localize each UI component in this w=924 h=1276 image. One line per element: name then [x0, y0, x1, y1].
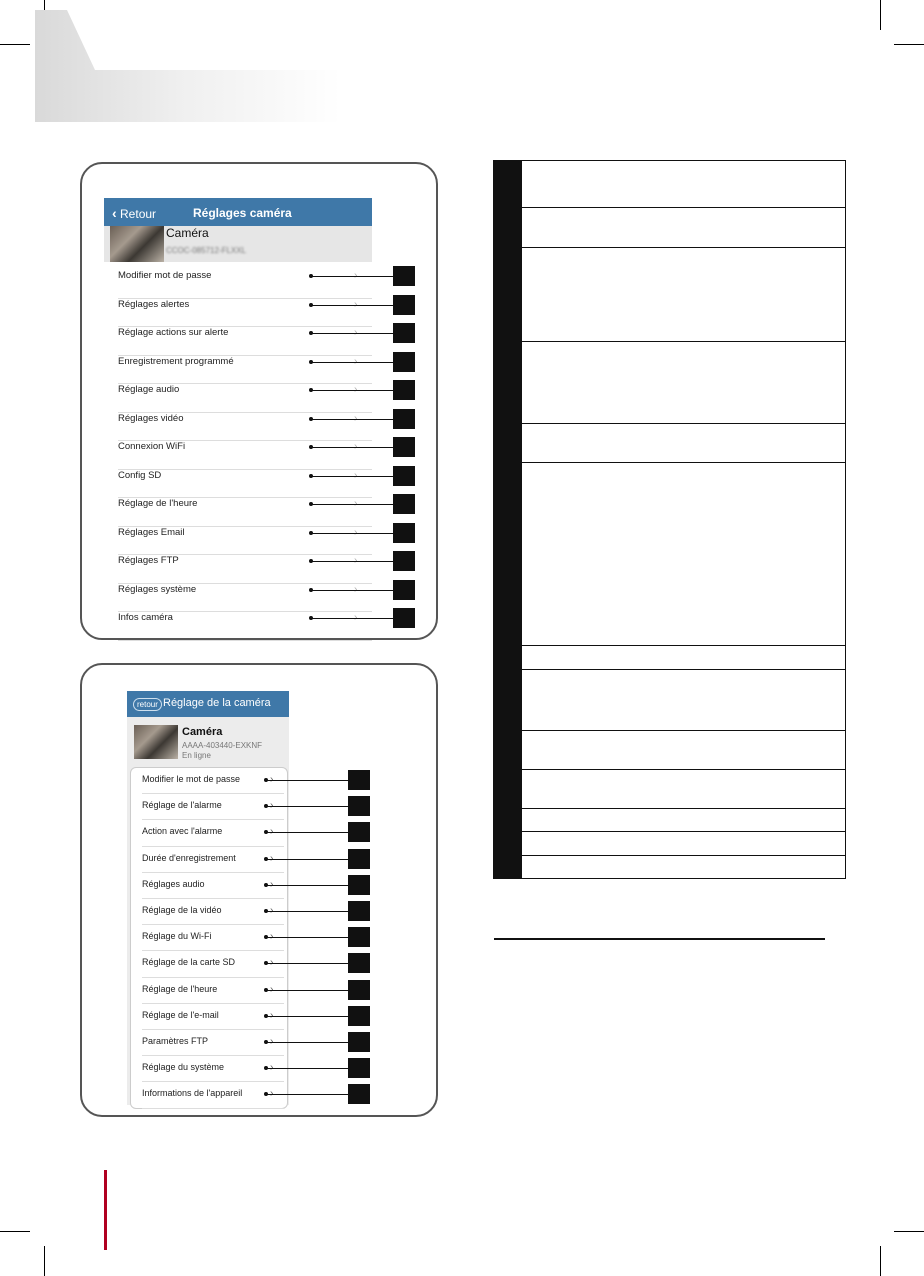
- callout-leader: [266, 1042, 348, 1043]
- table-row-divider: [522, 645, 845, 646]
- settings-row-label: Action avec l'alarme: [142, 826, 223, 837]
- settings-row-label: Réglage de l'heure: [142, 983, 218, 994]
- callout-marker: [348, 796, 370, 816]
- settings-row[interactable]: [118, 413, 372, 442]
- settings-row-label: Informations de l'appareil: [142, 1088, 243, 1099]
- reference-table: [493, 160, 846, 879]
- callout-marker: [348, 849, 370, 869]
- horizontal-rule: [494, 938, 825, 940]
- settings-row-label: Durée d'enregistrement: [142, 852, 236, 863]
- accent-bar: [104, 1170, 107, 1250]
- callout-marker: [348, 1084, 370, 1104]
- callout-marker: [393, 437, 415, 457]
- settings-row-label: Réglage de l'e-mail: [142, 1009, 219, 1020]
- callout-dot: [309, 502, 313, 506]
- crop-mark: [894, 44, 924, 45]
- app-header: [127, 691, 289, 717]
- callout-leader: [311, 533, 393, 534]
- camera-name: Caméra: [182, 726, 223, 738]
- callout-dot: [309, 616, 313, 620]
- crop-mark: [880, 1246, 881, 1276]
- callout-leader: [311, 618, 393, 619]
- callout-marker: [348, 770, 370, 790]
- chevron-left-icon: ‹: [112, 205, 117, 221]
- callout-marker: [348, 1058, 370, 1078]
- callout-marker: [393, 580, 415, 600]
- callout-dot: [309, 360, 313, 364]
- settings-row-label: Paramètres FTP: [142, 1036, 209, 1046]
- settings-row[interactable]: [118, 612, 372, 641]
- callout-dot: [309, 531, 313, 535]
- table-row-divider: [522, 207, 845, 208]
- settings-row[interactable]: [118, 327, 372, 356]
- callout-marker: [393, 608, 415, 628]
- crop-mark: [894, 1231, 924, 1232]
- callout-leader: [266, 937, 348, 938]
- settings-row[interactable]: [118, 384, 372, 413]
- settings-row-label: Réglage de l'heure: [118, 498, 198, 509]
- callout-marker: [393, 466, 415, 486]
- callout-marker: [393, 494, 415, 514]
- callout-leader: [266, 780, 348, 781]
- callout-marker: [393, 266, 415, 286]
- settings-row[interactable]: [142, 1004, 284, 1030]
- screenshot-panel-2: [80, 663, 438, 1117]
- callout-dot: [309, 331, 313, 335]
- settings-row-label: Config SD: [118, 469, 162, 481]
- callout-leader: [266, 832, 348, 833]
- table-row-divider: [522, 808, 845, 809]
- settings-row[interactable]: [142, 1056, 284, 1082]
- back-button[interactable]: ‹ Retour: [112, 205, 157, 221]
- callout-leader: [311, 504, 393, 505]
- callout-marker: [348, 980, 370, 1000]
- settings-row-label: Réglages Email: [118, 526, 185, 538]
- callout-dot: [309, 559, 313, 563]
- page-corner-decoration: [35, 10, 395, 122]
- table-number-column: [494, 161, 522, 878]
- table-row-divider: [522, 769, 845, 770]
- table-row-divider: [522, 462, 845, 463]
- callout-leader: [266, 859, 348, 860]
- settings-row-label: Réglages alertes: [118, 298, 190, 310]
- callout-leader: [266, 806, 348, 807]
- table-row-divider: [522, 855, 845, 856]
- callout-marker: [393, 295, 415, 315]
- settings-row[interactable]: [118, 441, 372, 470]
- camera-id: CCOC-085712-FLXXL: [166, 246, 247, 255]
- callout-dot: [309, 303, 313, 307]
- callout-leader: [311, 561, 393, 562]
- table-row-divider: [522, 831, 845, 832]
- settings-row[interactable]: [142, 847, 284, 873]
- callout-dot: [264, 909, 268, 913]
- table-row-divider: [522, 247, 845, 248]
- callout-marker: [348, 875, 370, 895]
- callout-dot: [309, 417, 313, 421]
- app-header: [104, 198, 372, 226]
- callout-dot: [309, 445, 313, 449]
- screenshot-panel-1: [80, 162, 438, 640]
- callout-dot: [264, 1014, 268, 1018]
- callout-dot: [309, 474, 313, 478]
- settings-row-label: Modifier le mot de passe: [142, 774, 241, 784]
- settings-row-label: Connexion WiFi: [118, 441, 186, 452]
- camera-name: Caméra: [166, 226, 209, 240]
- callout-marker: [393, 352, 415, 372]
- table-row-divider: [522, 669, 845, 670]
- callout-dot: [264, 1040, 268, 1044]
- screen-title: Réglages caméra: [193, 206, 292, 220]
- settings-row-label: Réglage de la carte SD: [142, 957, 236, 968]
- settings-row[interactable]: [118, 584, 372, 613]
- crop-mark: [0, 44, 30, 45]
- callout-marker: [393, 380, 415, 400]
- callout-leader: [266, 1016, 348, 1017]
- back-button[interactable]: retour: [133, 698, 162, 711]
- settings-row[interactable]: [142, 873, 284, 899]
- settings-row[interactable]: [118, 555, 372, 584]
- camera-status: En ligne: [182, 751, 211, 760]
- callout-dot: [264, 857, 268, 861]
- settings-row-label: Réglages FTP: [118, 555, 179, 566]
- callout-leader: [311, 447, 393, 448]
- callout-marker: [348, 822, 370, 842]
- settings-row[interactable]: [142, 925, 284, 951]
- settings-row[interactable]: [142, 820, 284, 846]
- settings-row-label: Réglage de l'alarme: [142, 800, 222, 811]
- callout-marker: [348, 901, 370, 921]
- settings-row[interactable]: [142, 978, 284, 1004]
- settings-row-label: Modifier mot de passe: [118, 270, 212, 281]
- settings-row[interactable]: [142, 1082, 284, 1108]
- settings-row[interactable]: [118, 527, 372, 556]
- crop-mark: [0, 1231, 30, 1232]
- camera-id: AAAA-403440-EXKNF: [182, 741, 263, 750]
- callout-dot: [264, 883, 268, 887]
- settings-row-label: Réglages système: [118, 583, 197, 595]
- settings-row[interactable]: [142, 794, 284, 820]
- callout-dot: [309, 274, 313, 278]
- callout-marker: [393, 551, 415, 571]
- screen-title: Réglage de la caméra: [163, 697, 271, 709]
- settings-row-label: Réglage du système: [142, 1062, 225, 1073]
- callout-marker: [348, 953, 370, 973]
- settings-row-label: Réglage du Wi-Fi: [142, 931, 212, 942]
- settings-row[interactable]: [142, 951, 284, 977]
- callout-marker: [393, 323, 415, 343]
- crop-mark: [44, 1246, 45, 1276]
- settings-row-label: Réglage de la vidéo: [142, 905, 222, 915]
- settings-row[interactable]: [118, 299, 372, 328]
- callout-marker: [348, 1032, 370, 1052]
- settings-row[interactable]: [118, 270, 372, 299]
- callout-leader: [311, 476, 393, 477]
- settings-row[interactable]: [142, 1030, 284, 1056]
- callout-dot: [264, 988, 268, 992]
- callout-leader: [266, 990, 348, 991]
- camera-thumbnail: [110, 226, 164, 262]
- callout-leader: [311, 333, 393, 334]
- callout-leader: [266, 911, 348, 912]
- callout-leader: [311, 276, 393, 277]
- callout-leader: [266, 885, 348, 886]
- callout-leader: [311, 590, 393, 591]
- settings-row[interactable]: [118, 470, 372, 499]
- callout-marker: [393, 523, 415, 543]
- callout-marker: [393, 409, 415, 429]
- callout-leader: [266, 1068, 348, 1069]
- callout-leader: [266, 963, 348, 964]
- settings-row-label: Enregistrement programmé: [118, 355, 234, 367]
- settings-row-label: Réglages vidéo: [118, 412, 184, 424]
- settings-row-label: Infos caméra: [118, 612, 173, 623]
- callout-leader: [266, 1094, 348, 1095]
- table-row-divider: [522, 341, 845, 342]
- callout-marker: [348, 927, 370, 947]
- callout-marker: [348, 1006, 370, 1026]
- callout-leader: [311, 305, 393, 306]
- settings-row-label: Réglage actions sur alerte: [118, 327, 229, 338]
- callout-leader: [311, 362, 393, 363]
- callout-dot: [309, 588, 313, 592]
- camera-card: [104, 226, 372, 262]
- callout-dot: [309, 388, 313, 392]
- settings-row-label: Réglages audio: [142, 878, 205, 889]
- settings-row[interactable]: [142, 768, 284, 794]
- callout-leader: [311, 390, 393, 391]
- settings-row-label: Réglage audio: [118, 384, 180, 395]
- crop-mark: [880, 0, 881, 30]
- settings-row[interactable]: [118, 498, 372, 527]
- table-row-divider: [522, 423, 845, 424]
- table-row-divider: [522, 730, 845, 731]
- settings-row[interactable]: [142, 899, 284, 925]
- camera-thumbnail: [134, 725, 178, 759]
- callout-dot: [264, 778, 268, 782]
- callout-leader: [311, 419, 393, 420]
- settings-row[interactable]: [118, 356, 372, 385]
